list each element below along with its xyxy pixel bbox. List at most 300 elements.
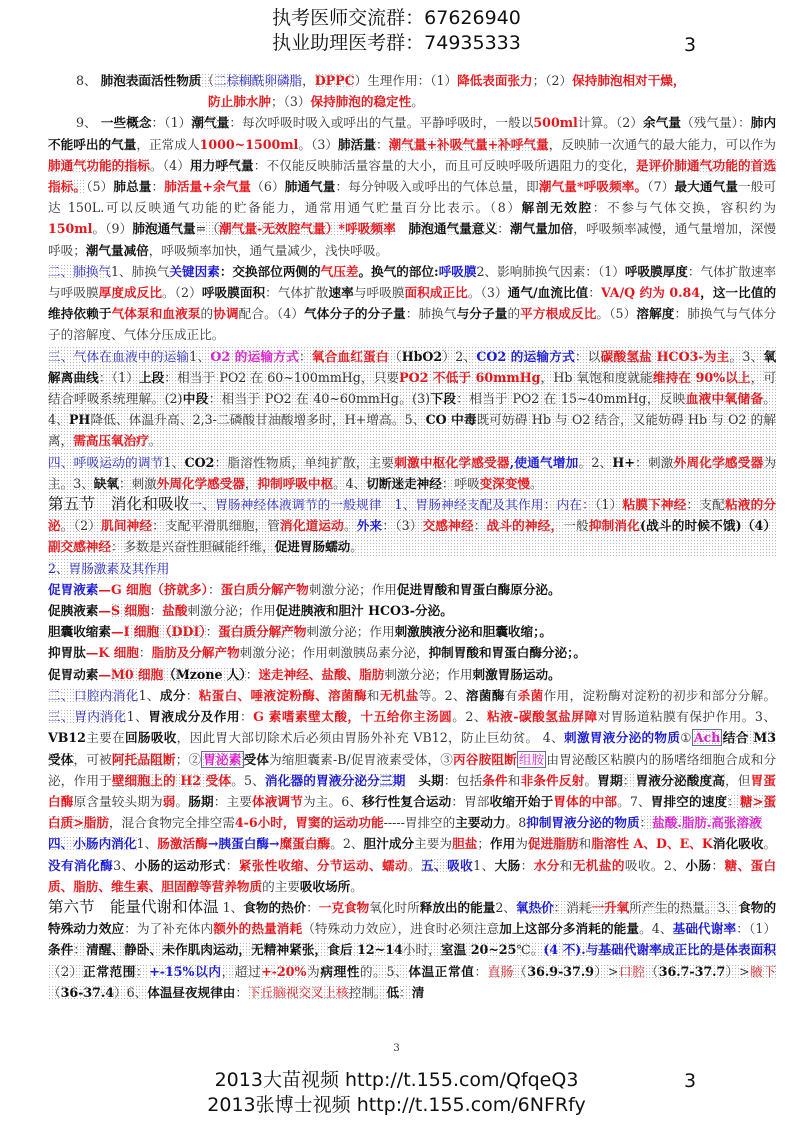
- value: 潮气量*呼吸频率。: [538, 179, 648, 195]
- term-blue: 呼吸膜: [438, 263, 477, 279]
- text: 配合。（4）: [238, 306, 305, 322]
- term: PH: [68, 412, 91, 428]
- text: ，呼吸频率加快，通气量减少，浅快呼吸。: [148, 242, 389, 258]
- term: 低: [386, 984, 400, 1000]
- value: 潮气量-无效腔气量）*呼吸频率: [219, 221, 396, 237]
- mnemonic: （挤就多）: [151, 581, 208, 597]
- item-number: 8、: [76, 73, 97, 88]
- hormone-name: 促胃动素: [48, 666, 99, 682]
- term: 用力呼气量: [190, 157, 254, 173]
- cell-type: G 细胞: [110, 581, 152, 597]
- text: ：: [149, 603, 163, 619]
- text: 。（3）: [298, 136, 339, 152]
- term: 头期: [418, 772, 444, 788]
- text: 。: [408, 857, 422, 873]
- value: 无机盐的: [572, 857, 625, 873]
- term: 最大通气量: [674, 179, 739, 195]
- value: 气体泵和血液泵: [111, 306, 201, 322]
- term: 余气量: [643, 115, 682, 131]
- text: 1、肺换气: [111, 263, 170, 279]
- term: 体温昼夜规律由: [147, 984, 236, 1000]
- text: （特殊动力效应），进食时必须注意: [302, 921, 500, 937]
- term: H+: [612, 454, 635, 470]
- page-footer: [0, 1068, 793, 1118]
- key-point: 保持肺泡的稳定性: [310, 94, 412, 110]
- text: ：消耗: [553, 899, 592, 915]
- text: ：: [520, 857, 534, 873]
- value: 糖、蛋白质、脂肪、维生素、胆固醇等营养物质: [48, 857, 777, 894]
- subsection-heading: 1、胃肠神经支配及其作用：内在：: [394, 497, 595, 513]
- term: 肺泡通气量意义: [408, 221, 498, 237]
- chapter-heading: 第六节 能量代谢和体温: [48, 897, 219, 916]
- page-header: [0, 6, 793, 56]
- term: 胃期: [597, 772, 623, 788]
- text: ℃。: [516, 942, 544, 958]
- text: 原含量较头期为: [73, 793, 163, 809]
- value: 体液调节: [251, 793, 303, 809]
- text: ：交换部位两侧的: [219, 263, 321, 279]
- term: 病理性: [320, 963, 361, 979]
- text: 。4、: [639, 921, 673, 937]
- term: 移行性复合运动: [362, 793, 452, 809]
- text: ：相当于 PO2 在 15~40mmHg，反映: [456, 391, 686, 407]
- value: 一克食物: [318, 899, 370, 915]
- text: ：: [298, 348, 312, 364]
- section-heading: 一、胃肠神经体液调节的一般规律: [189, 497, 382, 513]
- text: ，因此胃大部切除术后必须由胃肠外补充 VB12，防止巨幼贫。: [176, 730, 539, 746]
- term: 清: [411, 984, 425, 1000]
- term: 潮气量: [191, 115, 230, 131]
- value: 小时，胃窦的运动功能: [257, 815, 384, 831]
- text: 1、: [189, 348, 211, 364]
- footer-page-number: 3: [684, 1070, 697, 1092]
- term: 解剖无效腔: [521, 200, 593, 216]
- text: 1、: [138, 687, 160, 703]
- term: 缺氧: [93, 475, 119, 491]
- text: ：不参与气体交换，容积约为: [592, 200, 776, 216]
- section-heading: 四、小肠内消化: [48, 836, 137, 852]
- text: 2、: [495, 899, 516, 915]
- value: 促进脂肪: [527, 836, 579, 852]
- dash: —: [98, 603, 111, 619]
- value: 胃体的中部: [553, 793, 618, 809]
- text: 刺激分泌；作用: [384, 666, 473, 682]
- hormone-name: 胆囊收缩素: [48, 624, 111, 640]
- value: PO2 不低于 60mmHg: [399, 369, 541, 385]
- term: 肺泡表面活性物质: [100, 73, 202, 88]
- text: ：: [240, 709, 254, 725]
- text: （2）: [48, 963, 84, 979]
- value: 紧张性收缩、分节运动、蠕动: [238, 857, 409, 873]
- term: 回肠吸收: [125, 730, 177, 746]
- value: 协调: [213, 306, 239, 322]
- term: 肺通气量: [284, 179, 336, 195]
- value: 是评价肺通气功能的首选指标。: [48, 157, 777, 195]
- term: 溶解度: [636, 306, 675, 322]
- text: 计算。（2）: [577, 115, 644, 131]
- value: 肺通气功能的指标: [48, 157, 150, 173]
- value: 交感神经: [422, 518, 474, 534]
- term: 潮气量加倍: [509, 221, 574, 237]
- value: 弱: [162, 793, 176, 809]
- term: 受体: [243, 751, 270, 767]
- text: 的主要: [262, 878, 300, 894]
- term-blue: +-15%以内: [149, 963, 222, 979]
- text: 1、: [473, 857, 495, 873]
- text: 4、: [542, 730, 565, 746]
- term: 肺泡通气量: [132, 221, 196, 237]
- term: 体温正常值: [408, 963, 475, 979]
- section-heading: 二、口腔内消化: [48, 687, 139, 703]
- text: ：: [185, 687, 199, 703]
- stimulus: 脂肪及分解产物: [151, 645, 240, 661]
- value: 壁细胞上的 H2 受体: [111, 772, 232, 788]
- value: 碳酸氢盐 HCO3-为主: [600, 348, 730, 364]
- text: ：: [588, 285, 602, 301]
- value: 4-6: [234, 815, 258, 831]
- text: 主要在: [85, 730, 126, 746]
- term: 作用: [489, 836, 516, 852]
- value: 维持在 90%以上: [652, 369, 751, 385]
- value: 糜蛋白酶: [279, 836, 331, 852]
- text: （残气量）：: [681, 115, 751, 131]
- section-6: [48, 897, 776, 1003]
- section-oral-gastric-digestion: [48, 685, 776, 833]
- hormone-name: 促胰液素: [48, 603, 99, 619]
- text: 既可妨碍 Hb 与 O2 结合，又能妨碍 Hb 与 O2 的解离，: [48, 412, 777, 449]
- text: ：: [207, 581, 221, 597]
- header-page-number: 3: [684, 34, 697, 56]
- hormone-row-gastrin: [48, 579, 776, 600]
- term-blue: 消化器的胃液分泌分三期: [264, 772, 406, 788]
- hormone-row-gip: [48, 642, 776, 663]
- boxed-term-ach: Ach: [693, 730, 721, 746]
- term-red: DPPC: [314, 73, 355, 88]
- term: 36.7-37.7: [658, 963, 726, 979]
- text: ：多数是兴奋性胆碱能纤维，: [110, 539, 275, 555]
- value: +-20%: [261, 963, 307, 979]
- text: ：: [138, 645, 152, 661]
- dash: —: [98, 581, 111, 597]
- text: 刺激分泌；作用: [308, 581, 397, 597]
- term: 潮气量减倍: [85, 242, 149, 258]
- value: 刺激中枢化学感受器: [394, 454, 510, 470]
- text: ，: [302, 73, 315, 88]
- term-blue: 二棕榈酰卵磷脂: [213, 73, 303, 88]
- value: 消化道运动: [280, 518, 344, 534]
- cell-type: I 细胞: [123, 624, 160, 640]
- text: ：主要: [213, 793, 252, 809]
- term-blue: 关键因素: [169, 263, 220, 279]
- text: =（: [195, 221, 220, 237]
- text: ）>: [593, 963, 619, 979]
- text: 。5、: [231, 772, 265, 788]
- value: 潮气量+补吸气量+补呼气量: [388, 136, 549, 152]
- text: ：支配平滑肌细胞，管: [152, 518, 281, 534]
- text: 。: [584, 772, 598, 788]
- text: ）2、: [442, 348, 477, 364]
- term: CO2: [184, 454, 215, 470]
- term: 成分: [159, 687, 186, 703]
- text: 和: [559, 857, 573, 873]
- text: ：（1）: [151, 115, 192, 131]
- text: ：: [73, 942, 87, 958]
- term: 胃液成分及作用: [148, 709, 241, 725]
- section-gas-transport: [48, 346, 776, 452]
- chapter-heading: 第五节 消化和吸收: [48, 495, 190, 514]
- text: 。（2）: [162, 285, 202, 301]
- term: 胆汁成分: [363, 836, 415, 852]
- section-heading: 二、肺换气: [48, 263, 111, 279]
- footer-video-link-1: 2013大苗视频 http://t.155.com/QfqeQ3: [214, 1069, 579, 1091]
- value: 粘膜下神经: [622, 497, 687, 513]
- text: ：气体扩散: [265, 285, 329, 301]
- text: 主要为: [414, 836, 453, 852]
- term-blue: 刺激胃液分泌的物质: [564, 730, 681, 746]
- text: ，反映肺一次通气的最大能力，可以作为: [548, 136, 777, 152]
- value: 腋下: [749, 963, 777, 979]
- text: 为主。3、: [48, 454, 777, 491]
- term: 36.9-37.9: [527, 963, 594, 979]
- text: 。（5）: [596, 306, 637, 322]
- text: ：: [205, 624, 219, 640]
- value: 额外的热量消耗: [213, 921, 303, 937]
- text: 为: [515, 836, 528, 852]
- text: ：气体扩散速率与呼吸膜: [48, 263, 777, 301]
- text: ）6、: [114, 984, 148, 1000]
- mnemonic: （Mzone 人）: [163, 666, 246, 682]
- text: 1、: [222, 899, 244, 915]
- text: 1、: [126, 709, 149, 725]
- term: 呼吸膜面积: [201, 285, 266, 301]
- item-number: 9、: [76, 115, 97, 131]
- text: 为主。6、: [302, 793, 363, 809]
- value: 面积成正比: [404, 285, 468, 301]
- text: 。2、: [578, 454, 613, 470]
- text: 由胃泌酸区粘膜内的肠嗜络细胞合成和分泌，作用于: [48, 751, 777, 788]
- document-body: [48, 70, 776, 1003]
- text: （6）: [251, 179, 285, 195]
- term: 大肠: [494, 857, 521, 873]
- text: ：不仅能反映肺活量容量的大小，而且可反映呼吸所遇阻力的变化，: [253, 157, 637, 173]
- term: 结合 M3 受体: [48, 730, 777, 767]
- text: 。: [411, 94, 424, 110]
- text: 。4、: [333, 475, 367, 491]
- text: ）生理作用：（1）: [354, 73, 458, 88]
- text: 小时，: [402, 942, 441, 958]
- text: 1、: [136, 836, 158, 852]
- value: 粘液的分泌: [48, 497, 776, 534]
- stimulus: 蛋白质分解产物: [220, 581, 309, 597]
- value: 阿托品阻断: [111, 751, 176, 767]
- hormone-name: 抑胃肽: [48, 645, 86, 661]
- effect: 抑制胃酸和胃蛋白酶分泌；。: [428, 645, 586, 661]
- term: 切断迷走神经: [366, 475, 442, 491]
- cell-type: K 细胞: [98, 645, 139, 661]
- value: 脂溶性 A、D、E、K: [591, 836, 713, 852]
- text: 和: [578, 836, 592, 852]
- term-blue: 抑制胃液分泌的物质: [526, 815, 640, 831]
- value: 水分: [533, 857, 560, 873]
- value: 粘液-碳酸氢盐屏障: [487, 709, 598, 725]
- value: 需高压氧治疗: [73, 433, 149, 449]
- text: （: [388, 348, 402, 364]
- value: 500ml: [533, 115, 578, 131]
- text: 吸收。2、: [624, 857, 686, 873]
- text: ：: [473, 518, 487, 534]
- text: ，: [244, 475, 258, 491]
- term: 主要动力: [455, 815, 506, 831]
- value: 胃蛋白酶: [48, 772, 777, 809]
- text: ：: [375, 136, 389, 152]
- value: 抑制呼吸中枢: [257, 475, 334, 491]
- term: 上段: [138, 369, 165, 385]
- text: 。: [350, 878, 363, 894]
- section-5: [48, 494, 776, 558]
- text: 。换气的部位:: [358, 263, 439, 279]
- term: 胃液分泌酸度高: [635, 772, 726, 788]
- text: 。: [148, 433, 162, 449]
- term: 肺活量: [338, 136, 376, 152]
- text: 一般可达 150L.可以反映通气功能的贮备能力，通常用通气贮量百分比表示。（8）: [48, 179, 777, 216]
- text: ，可被: [73, 751, 112, 767]
- term-magenta: 盐酸.脂肪.高张溶液: [652, 815, 762, 831]
- term: 加上这部分多消耗的能量: [499, 921, 640, 937]
- cell-type: S 细胞: [110, 603, 150, 619]
- value: 外周化学感受器: [156, 475, 245, 491]
- value: 肌间神经: [101, 518, 153, 534]
- term: 下段: [430, 391, 457, 407]
- value: 肺活量+余气量: [164, 179, 252, 195]
- value: 外周化学感受器: [673, 454, 764, 470]
- text: 刺激分泌；作用: [187, 603, 276, 619]
- text: ：: [151, 179, 165, 195]
- text: 的。5、: [360, 963, 409, 979]
- text: ①: [680, 730, 692, 746]
- text: 。（4）: [149, 157, 191, 173]
- term: 食物的热价: [243, 899, 307, 915]
- value: 直肠: [487, 963, 515, 979]
- term: 条件: [48, 942, 74, 958]
- section-heading: 三、气体在血液中的运输: [48, 348, 190, 364]
- arrow: →: [207, 836, 219, 852]
- term-blue: 基础代谢率: [672, 921, 737, 937]
- term: HbO2: [401, 348, 443, 364]
- text: ：每次呼吸时吸入或呼出的气量。平静呼吸时，一般以: [229, 115, 534, 131]
- value: 血液中氧储备: [685, 391, 764, 407]
- value: VA/Q 约为 0.84: [601, 285, 701, 301]
- term: 一些概念: [100, 115, 152, 131]
- text: 的: [200, 306, 214, 322]
- text: 一般: [563, 518, 589, 534]
- hormones-heading: [48, 558, 169, 579]
- term: 通气/血流比值: [507, 285, 589, 301]
- text: ，超过: [221, 963, 262, 979]
- value: 无机盐: [379, 687, 419, 703]
- text: 和: [366, 687, 380, 703]
- text: 。: [763, 836, 777, 852]
- text: ，可结合呼吸系统理解。(2): [48, 369, 777, 407]
- text: （: [48, 984, 61, 1000]
- text: ：: [245, 666, 259, 682]
- text: ：刺激: [634, 454, 674, 470]
- text: 。: [350, 539, 363, 555]
- value: 厚度成反比: [98, 285, 163, 301]
- term: 室温 20~25: [440, 942, 517, 958]
- hormone-row-cck: [48, 621, 776, 642]
- key-point: 保持肺泡相对干燥，: [572, 73, 686, 88]
- paragraph-9: [48, 112, 776, 260]
- text: ：包括: [443, 772, 483, 788]
- term: 36-37.4: [60, 984, 115, 1000]
- text: 与呼吸膜: [353, 285, 405, 301]
- text: 。7、: [617, 793, 651, 809]
- text: （: [514, 963, 528, 979]
- text: ：支配: [686, 497, 725, 513]
- term: 小肠: [685, 857, 712, 873]
- text: 。: [530, 475, 543, 491]
- text: 。（3）: [467, 285, 508, 301]
- term: 正常范围: [83, 963, 136, 979]
- text: 。: [175, 793, 189, 809]
- text: ：以: [574, 348, 601, 364]
- text: ：: [711, 857, 725, 873]
- term: 消化吸收: [712, 836, 764, 852]
- term: CO 中毒: [425, 412, 477, 428]
- text: （7）: [647, 179, 675, 195]
- text: 和: [507, 772, 521, 788]
- value: 胆盐: [452, 836, 478, 852]
- key-point: 降低表面张力: [457, 73, 533, 88]
- arrow: →: [269, 836, 280, 852]
- text: 。2、: [452, 709, 488, 725]
- hormone-name: 促胃液素: [48, 581, 99, 597]
- term: VB12: [48, 730, 86, 746]
- text: ：: [497, 221, 510, 237]
- value: 平方根成反比: [520, 306, 597, 322]
- stimulus: 蛋白质分解产物: [218, 624, 307, 640]
- value: 杀菌: [517, 687, 544, 703]
- dash: —: [85, 645, 99, 661]
- boxed-term-gastrin: 胃泌素: [203, 751, 242, 767]
- value: 非条件反射: [520, 772, 585, 788]
- text: ：（1）: [736, 921, 777, 937]
- text: ，但: [725, 772, 751, 788]
- key-point: 防止肺水肿: [208, 94, 271, 110]
- text: 为缩胆囊素-B/促胃液素受体，③: [269, 751, 454, 767]
- value: 氧合血红蛋白: [311, 348, 389, 364]
- term-blue: 胰蛋白酶: [218, 836, 269, 852]
- term-blue: CO2 的运输方式: [476, 348, 575, 364]
- text: ：（3）: [382, 518, 423, 534]
- term: 速率: [328, 285, 354, 301]
- text: 。3、: [729, 348, 764, 364]
- term: 清醒、静卧、未作肌肉运动，无精神紧张，食后 12~14: [86, 942, 403, 958]
- effect: 刺激胃肠运动。: [472, 666, 561, 682]
- term-blue: (4 不).与基础代谢率成正比的是体表面积: [543, 942, 777, 958]
- text: ：: [622, 772, 636, 788]
- term: 肺内不能呼出的气量: [48, 115, 777, 152]
- mnemonic: G 素嗜素壁太酸，十五给你主汤圆: [253, 709, 453, 725]
- text: （: [645, 963, 659, 979]
- value: 变深变慢: [479, 475, 530, 491]
- text: ：: [306, 899, 319, 915]
- text: ：相当于 PO2 在 60~100mmHg，只要: [164, 369, 400, 385]
- term: 吸收场所: [299, 878, 351, 894]
- boxed-term-histamine: 组胺: [518, 751, 545, 767]
- text: 等。2、: [418, 687, 466, 703]
- text: ：胃部: [451, 793, 490, 809]
